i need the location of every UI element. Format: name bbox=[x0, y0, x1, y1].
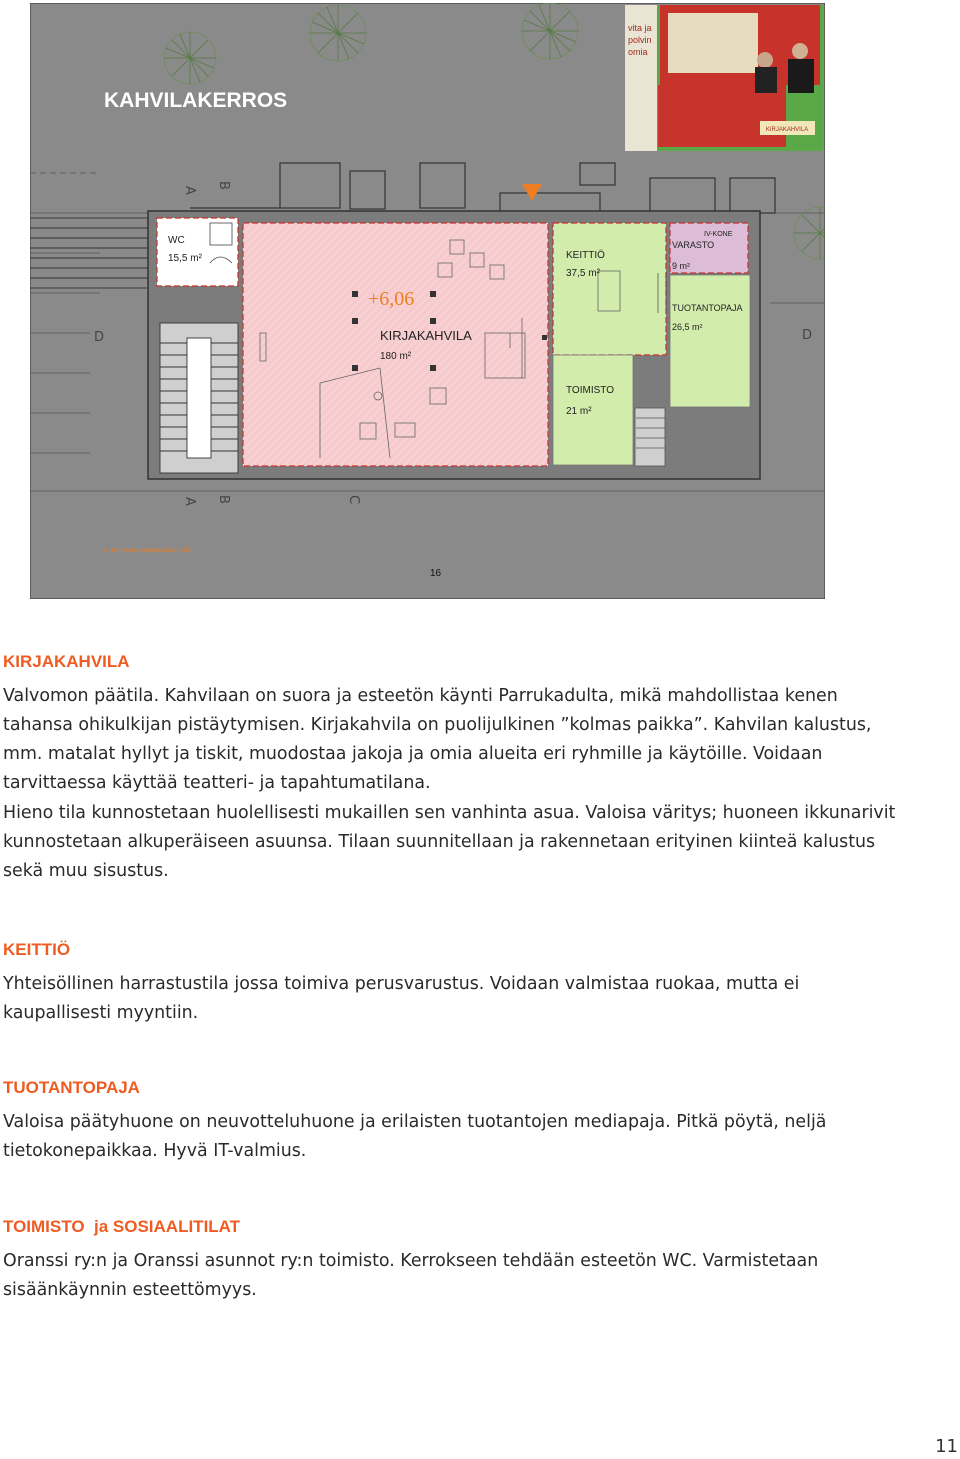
kirjakahvila-label: KIRJAKAHVILA bbox=[380, 328, 472, 343]
inset-photo bbox=[625, 5, 823, 151]
room-wc bbox=[157, 218, 238, 286]
page-number: 11 bbox=[935, 1436, 958, 1457]
svg-text:omia: omia bbox=[628, 47, 648, 57]
room-kirjakahvila bbox=[243, 223, 548, 466]
section-kirjakahvila bbox=[3, 652, 903, 886]
wc-area: 15,5 m² bbox=[168, 253, 202, 264]
toimisto-area: 21 m² bbox=[566, 406, 592, 417]
room-tuotantopaja bbox=[670, 275, 750, 407]
wc-label: WC bbox=[168, 235, 185, 246]
svg-text:D: D bbox=[802, 328, 813, 343]
section-heading: KEITTIÖ bbox=[3, 940, 71, 959]
inner-stairs bbox=[160, 323, 238, 473]
svg-text:A: A bbox=[182, 186, 197, 195]
svg-text:B: B bbox=[216, 181, 231, 190]
section-paragraph: Valvomon päätila. Kahvilaan on suora ja esteetön käynti Parrukadulta, mikä mahdollistaa kenen tahansa ohikulkijan pistäytymisen. Kirjakahvila on puolijulkinen ”kolmas paikka”. Kahvilan kalustus, mm. matalat hyllyt ja tiskit, muodostaa jakoja ja omia alueita eri ryhmille ja käytöille. Voidaan tarvittaessa käyttää teatteri- ja tapahtumatilana. bbox=[3, 686, 872, 793]
toimisto-label: TOIMISTO bbox=[566, 385, 614, 396]
section-heading: TOIMISTO ja SOSIAALITILAT bbox=[3, 1217, 241, 1236]
section-paragraph: Hieno tila kunnostetaan huolellisesti mukaillen sen vanhinta asua. Valoisa väritys; huoneen ikkunarivit kunnostetaan alkuperäiseen asuunsa. Tilaan suunnitellaan ja rakennetaan erityinen kiinteä kalustus sekä muu sisustus. bbox=[3, 803, 896, 881]
section-heading: TUOTANTOPAJA bbox=[3, 1078, 140, 1097]
plan-caption: 2. kerroksen pohjapiirustus 1:100 bbox=[104, 548, 193, 554]
svg-text:D: D bbox=[94, 330, 105, 345]
room-keittio bbox=[553, 223, 666, 355]
section-toimisto bbox=[3, 1217, 903, 1305]
room-toimisto bbox=[553, 355, 633, 465]
floor-plan-figure bbox=[30, 3, 825, 599]
kirjakahvila-area: 180 m² bbox=[380, 351, 412, 362]
ivkone-label: IV-KONE bbox=[704, 231, 733, 238]
varasto-label: VARASTO bbox=[672, 240, 715, 250]
section-heading: KIRJAKAHVILA bbox=[3, 652, 130, 671]
section-paragraph: Oranssi ry:n ja Oranssi asunnot ry:n toimisto. Kerrokseen tehdään esteetön WC. Varmistetaan sisäänkäynnin esteettömyys. bbox=[3, 1251, 819, 1300]
keittio-label: KEITTIÖ bbox=[566, 250, 605, 261]
level-marker: +6,06 bbox=[368, 288, 415, 310]
figure-page-number: 16 bbox=[430, 568, 442, 579]
svg-text:C: C bbox=[346, 495, 361, 505]
tuotantopaja-area: 26,5 m² bbox=[672, 322, 703, 332]
keittio-area: 37,5 m² bbox=[566, 268, 600, 279]
svg-text:B: B bbox=[216, 495, 231, 504]
photo-label: KIRJAKAHVILA bbox=[765, 127, 809, 133]
banner-title: KAHVILAKERROS bbox=[104, 89, 288, 112]
section-keittio bbox=[3, 940, 903, 1028]
varasto-area: 9 m² bbox=[672, 261, 690, 271]
tuotantopaja-label: TUOTANTOPAJA bbox=[672, 303, 743, 313]
svg-text:polvin: polvin bbox=[628, 35, 652, 45]
section-paragraph: Yhteisöllinen harrastustila jossa toimiva perusvarustus. Voidaan valmistaa ruokaa, mutta ei kaupallisesti myyntiin. bbox=[3, 974, 800, 1023]
svg-text:A: A bbox=[182, 497, 197, 506]
photo-sign: vita ja bbox=[628, 23, 652, 33]
section-tuotantopaja bbox=[3, 1078, 903, 1166]
section-paragraph: Valoisa päätyhuone on neuvotteluhuone ja erilaisten tuotantojen mediapaja. Pitkä pöytä, neljä tietokonepaikkaa. Hyvä IT-valmius. bbox=[3, 1112, 827, 1161]
